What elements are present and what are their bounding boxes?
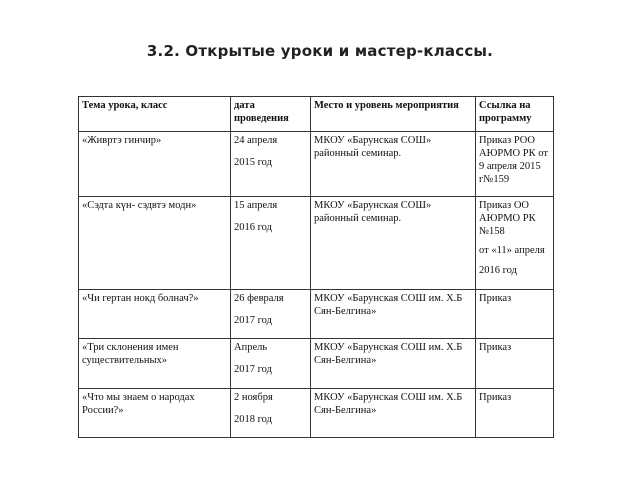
cell-date xyxy=(231,132,311,197)
year-text: 2018 год xyxy=(234,414,272,426)
table-row xyxy=(79,339,554,389)
cell-date xyxy=(231,339,311,389)
cell-link: Приказ xyxy=(476,389,554,438)
table-row xyxy=(79,290,554,339)
cell-topic: «Три склонения имен существительных» xyxy=(79,339,231,389)
cell-topic: «Живртэ гинчир» xyxy=(79,132,231,197)
cell-place: МКОУ «Барунская СОШ им. Х.Б Сян-Белгина» xyxy=(311,389,476,438)
year-text: 2015 год xyxy=(234,157,272,169)
cell-place: МКОУ «Барунская СОШ им. Х.Б Сян-Белгина» xyxy=(311,290,476,339)
cell-date xyxy=(231,389,311,438)
year-text: 2017 год xyxy=(234,315,272,327)
table-header-row xyxy=(79,97,554,132)
cell-link xyxy=(476,197,554,290)
date-text: 24 апреля xyxy=(234,135,278,146)
cell-link: Приказ xyxy=(476,339,554,389)
date-text: Апрель xyxy=(234,342,268,353)
cell-link: Приказ xyxy=(476,290,554,339)
cell-place: МКОУ «Барунская СОШ» районный семинар. xyxy=(311,132,476,197)
cell-link: Приказ РОО АЮРМО РК от 9 апреля 2015 г№159 xyxy=(476,132,554,197)
cell-place: МКОУ «Барунская СОШ» районный семинар. xyxy=(311,197,476,290)
cell-date xyxy=(231,197,311,290)
page-title: 3.2. Открытые уроки и мастер-классы. xyxy=(146,42,494,60)
lessons-table xyxy=(78,96,554,438)
link-date-text: от «11» апреля xyxy=(479,245,545,257)
header-date: дата проведения xyxy=(231,97,311,132)
cell-topic: «Чи гертан нокд болнач?» xyxy=(79,290,231,339)
date-text: 26 февраля xyxy=(234,293,284,304)
year-text: 2016 год xyxy=(234,222,272,234)
link-year-text: 2016 год xyxy=(479,264,517,276)
date-text: 15 апреля xyxy=(234,200,278,211)
header-place: Место и уровень мероприятия xyxy=(311,97,476,132)
table-row xyxy=(79,132,554,197)
year-text: 2017 год xyxy=(234,364,272,376)
table-row xyxy=(79,197,554,290)
link-text: Приказ ОО АЮРМО РК №158 xyxy=(479,200,536,238)
cell-date xyxy=(231,290,311,339)
header-link: Ссылка на программу xyxy=(476,97,554,132)
cell-topic: «Что мы знаем о народах России?» xyxy=(79,389,231,438)
cell-place: МКОУ «Барунская СОШ им. Х.Б Сян-Белгина» xyxy=(311,339,476,389)
cell-topic: «Сэдта күн- сэдвтэ модн» xyxy=(79,197,231,290)
header-topic: Тема урока, класс xyxy=(79,97,231,132)
date-text: 2 ноября xyxy=(234,392,273,403)
table-row xyxy=(79,389,554,438)
